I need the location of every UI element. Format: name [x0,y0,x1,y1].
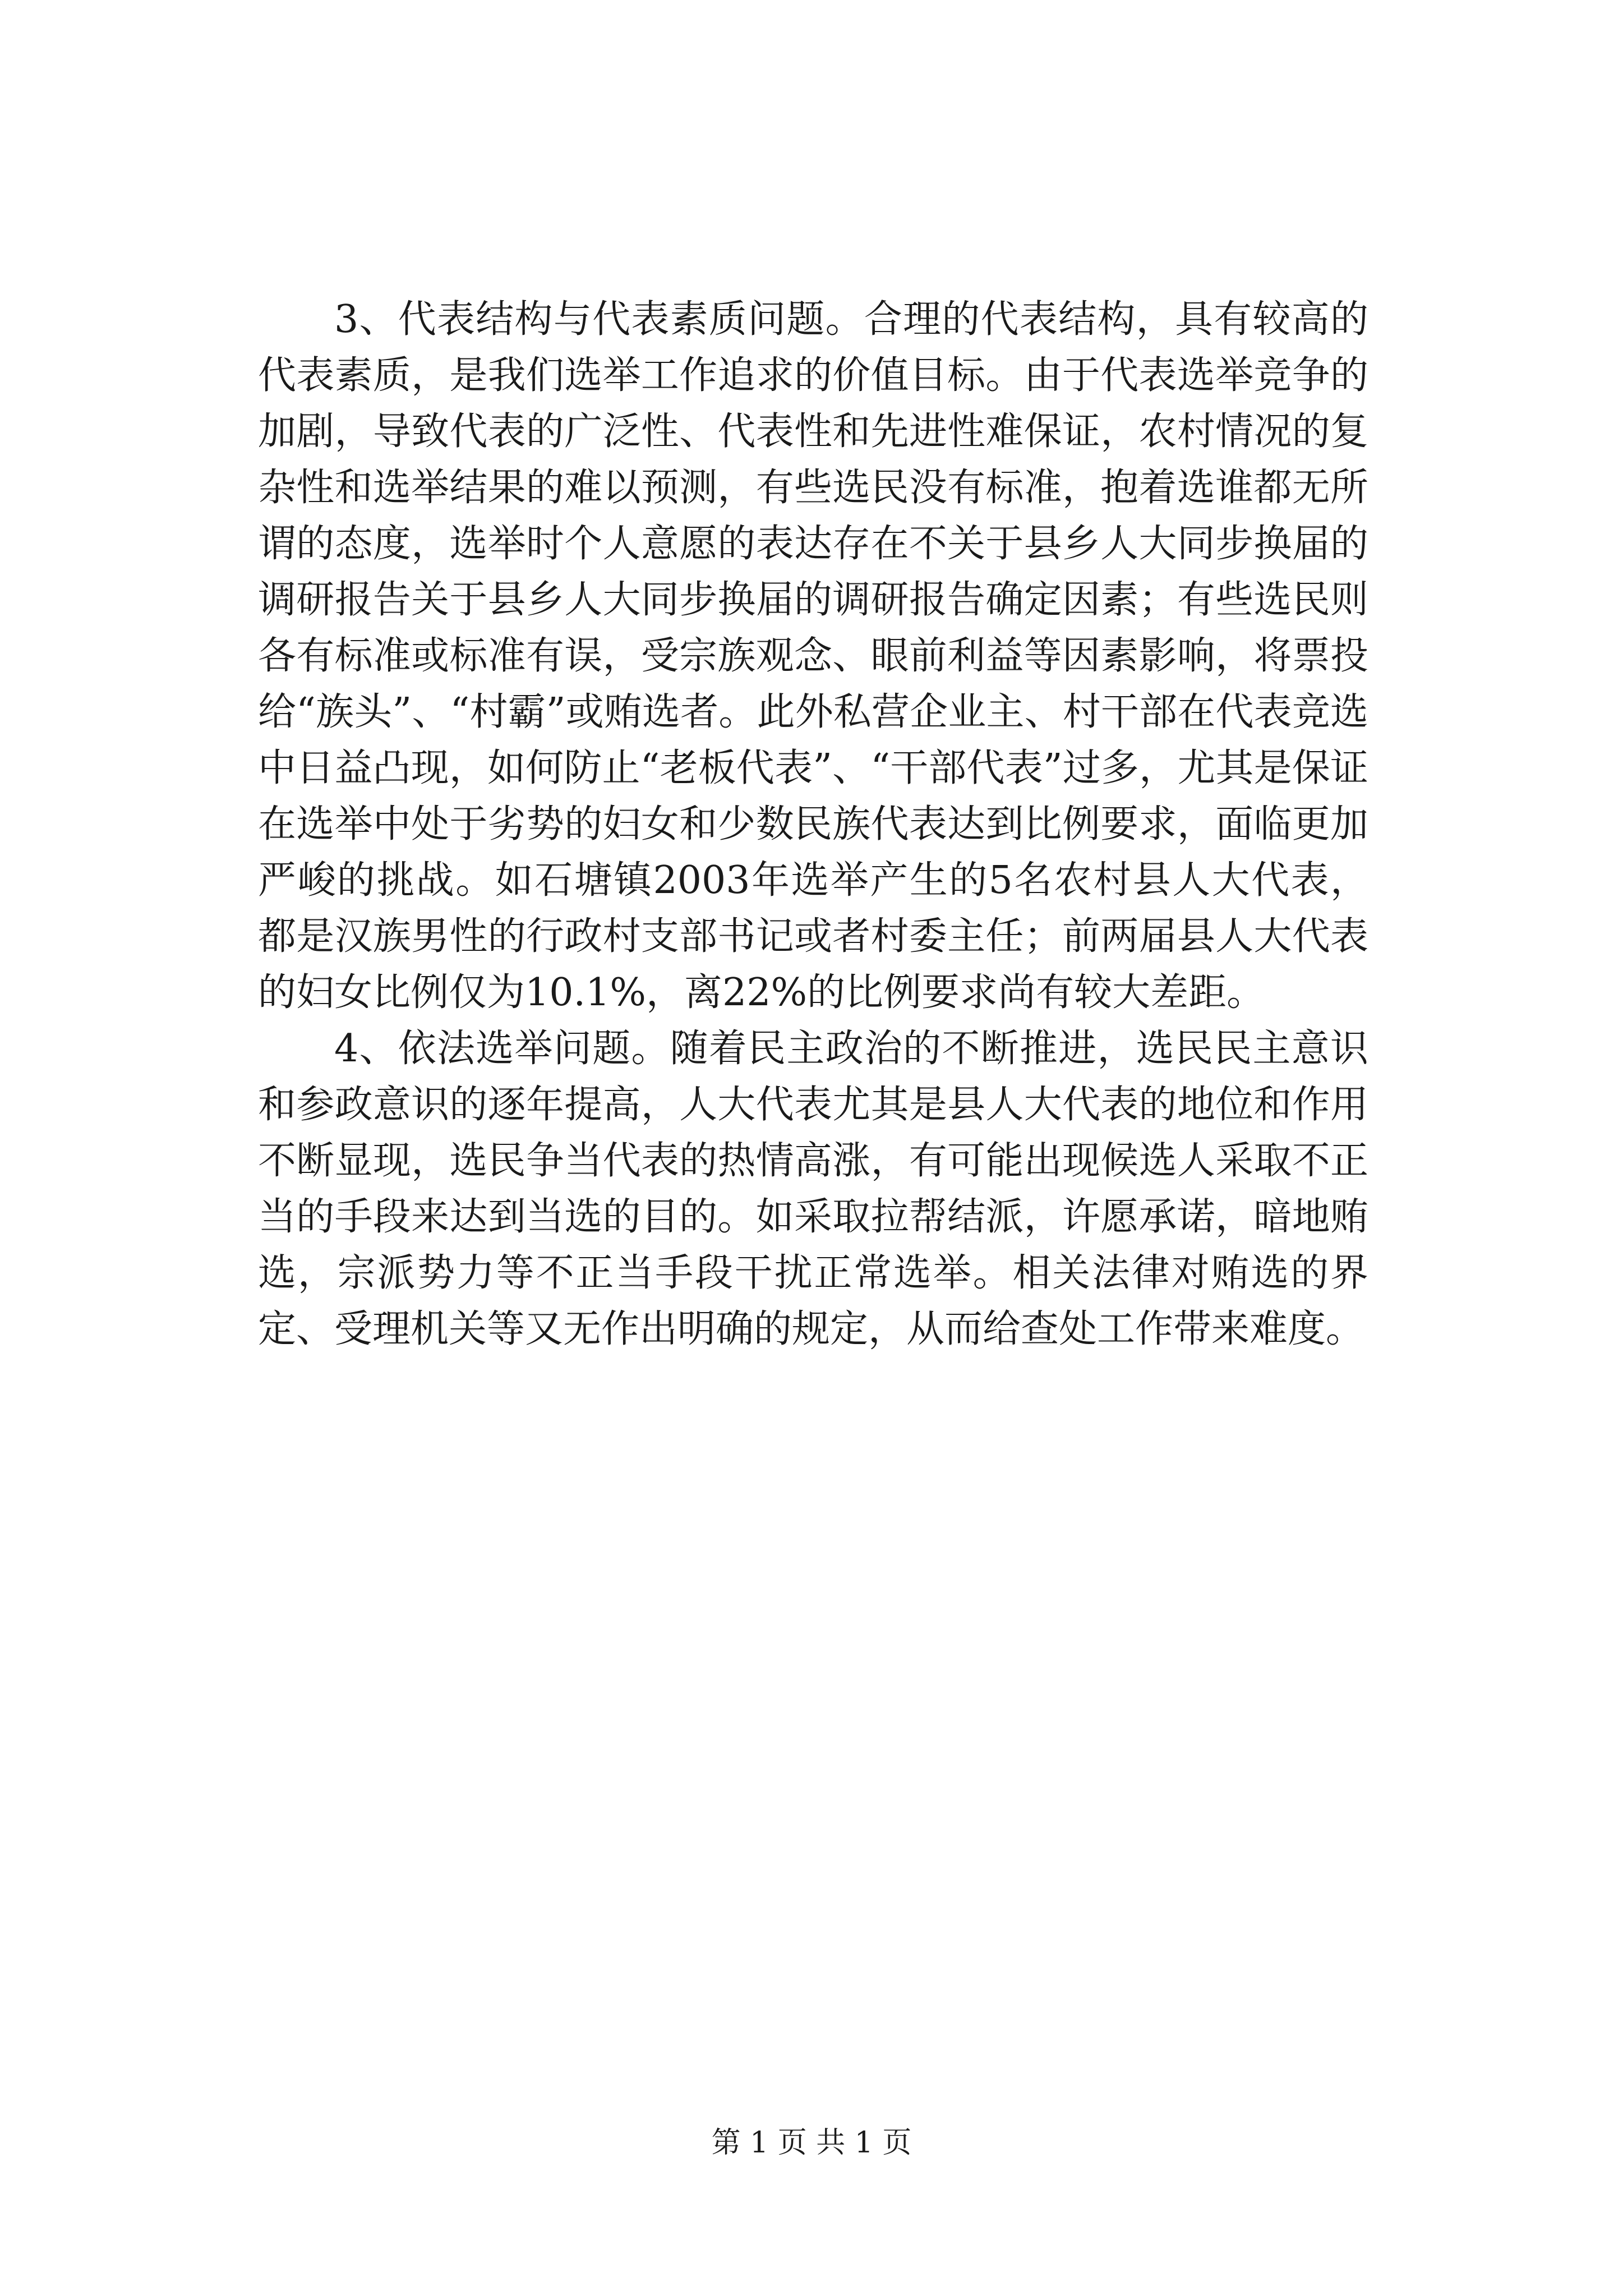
page-number-footer: 第 1 页 共 1 页 [711,2126,912,2160]
document-body [258,292,1368,1358]
paragraph-representative-structure: 3、代表结构与代表素质问题。合理的代表结构，具有较高的代表素质，是我们选举工作追求的价值目标。由于代表选举竞争的加剧，导致代表的广泛性、代表性和先进性难保证，农村情况的复杂性和选举结果的难以预测，有些选民没有标准，抱着选谁都无所谓的态度，选举时个人意愿的表达存在不关于县乡人大同步换届的调研报告关于县乡人大同步换届的调研报告确定因素；有些选民则各有标准或标准有误，受宗族观念、眼前利益等因素影响，将票投给“族头”、“村霸”或贿选者。此外私营企业主、村干部在代表竞选中日益凸现，如何防止“老板代表”、“干部代表”过多，尤其是保证在选举中处于劣势的妇女和少数民族代表达到比例要求，面临更加严峻的挑战。如石塘镇2003年选举产生的5名农村县人大代表，都是汉族男性的行政村支部书记或者村委主任；前两届县人大代表的妇女比例仅为10.1%，离22%的比例要求尚有较大差距。 [258,297,1368,1015]
paragraph-lawful-election: 4、依法选举问题。随着民主政治的不断推进，选民民主意识和参政意识的逐年提高，人大代表尤其是县人大代表的地位和作用不断显现，选民争当代表的热情高涨，有可能出现候选人采取不正当的手段来达到当选的目的。如采取拉帮结派，许愿承诺，暗地贿选，宗派势力等不正当手段干扰正常选举。相关法律对贿选的界定、受理机关等又无作出明确的规定，从而给查处工作带来难度。 [258,1027,1368,1351]
